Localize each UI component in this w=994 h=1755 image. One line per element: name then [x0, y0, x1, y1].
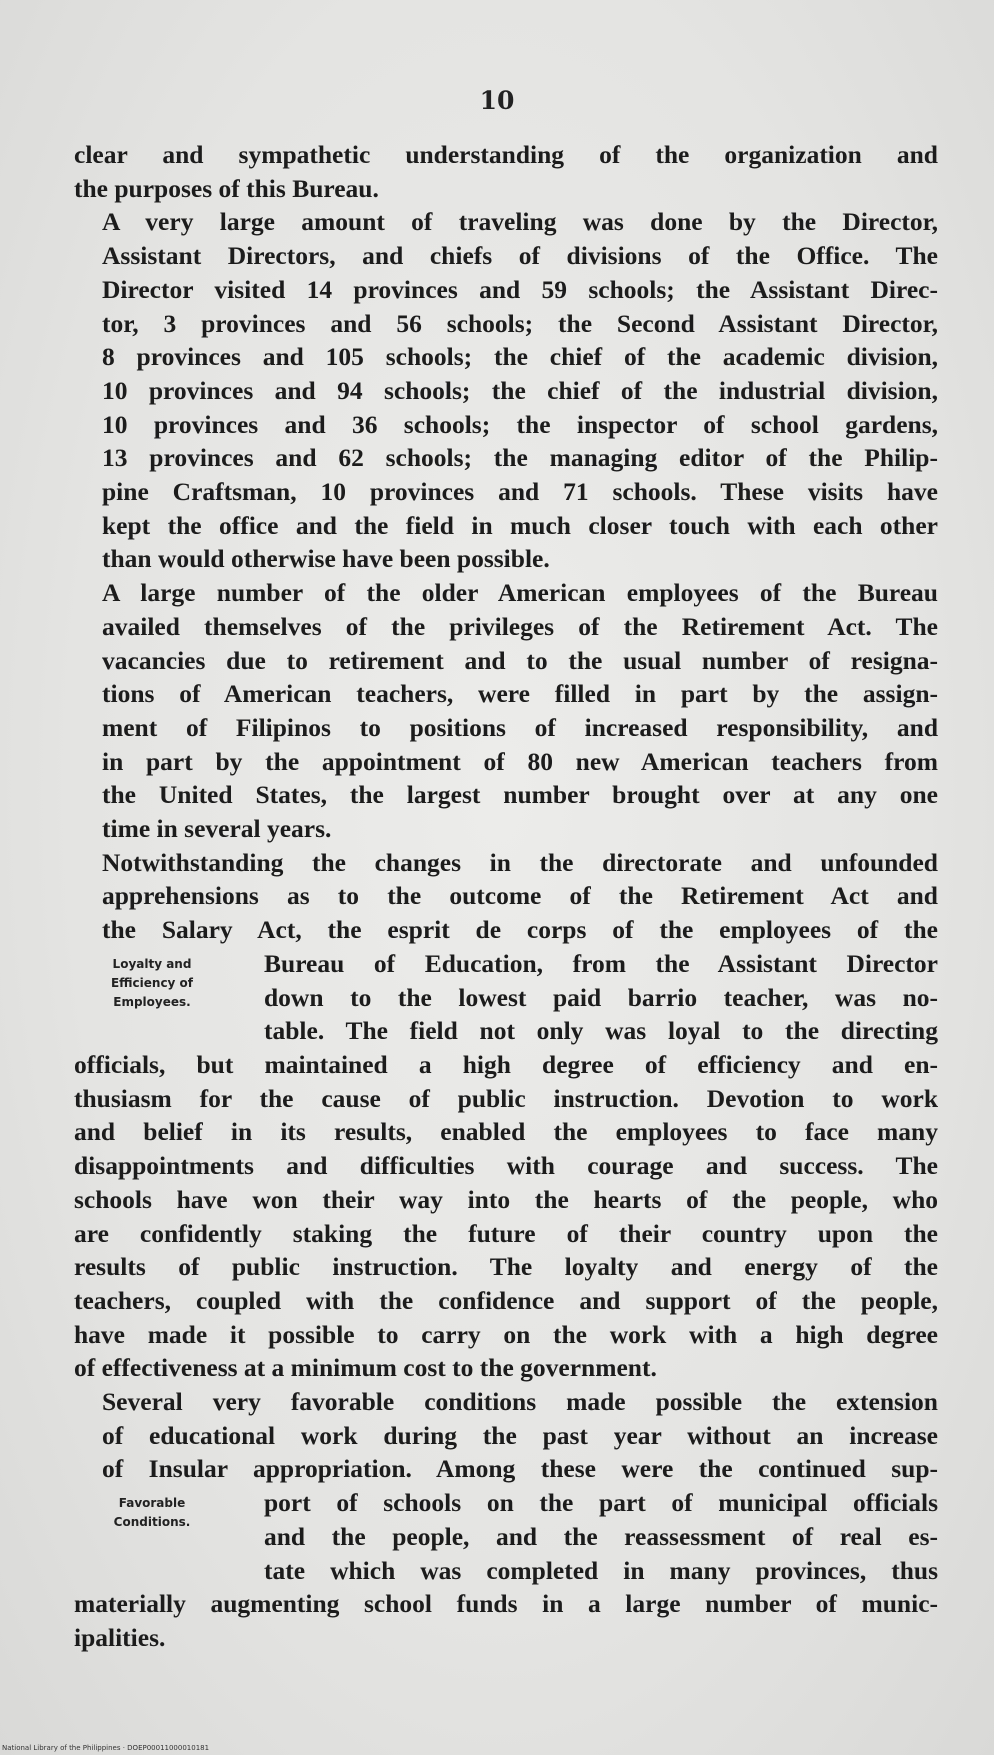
text-line: ment of Filipinos to positions of increased responsibility, and	[102, 712, 938, 742]
text-line: materially augmenting school funds in a large number of munic-	[74, 1589, 938, 1619]
margin-note-favorable	[74, 1486, 264, 1532]
text-line: are confidently staking the future of their country upon the	[74, 1218, 938, 1248]
text-line: kept the office and the field in much closer touch with each other	[102, 510, 938, 540]
text-line: schools have won their way into the hearts of the people, who	[74, 1184, 938, 1214]
paragraph-5-noted-text	[264, 1486, 938, 1587]
text-line: tate which was completed in many provinces, thus	[264, 1555, 938, 1585]
paragraph-5-intro	[74, 1385, 938, 1486]
text-line: Notwithstanding the changes in the directorate and unfounded	[102, 847, 938, 877]
text-line: the Salary Act, the esprit de corps of the employees of the	[102, 915, 938, 945]
text-line: clear and sympathetic understanding of the organization and	[74, 140, 938, 169]
paragraph-5-rest	[74, 1587, 938, 1654]
paragraph-4-noted	[74, 947, 938, 1048]
text-line: A very large amount of traveling was done by the Director,	[102, 207, 938, 237]
text-line: officials, but maintained a high degree of efficiency and en-	[74, 1049, 938, 1079]
text-line: pine Craftsman, 10 provinces and 71 schools. These visits have	[102, 477, 938, 507]
margin-note-line: Efficiency of	[110, 975, 194, 990]
text-line: Director visited 14 provinces and 59 schools; the Assistant Direc-	[102, 274, 938, 304]
margin-note-line: Favorable	[118, 1496, 186, 1511]
text-line: 10 provinces and 36 schools; the inspector of school gardens,	[102, 409, 938, 439]
text-line: time in several years.	[102, 814, 332, 844]
paragraph-4-noted-text	[264, 947, 938, 1048]
text-line: of Insular appropriation. Among these were the continued sup-	[102, 1454, 938, 1484]
text-line: 10 provinces and 94 schools; the chief of the industrial division,	[102, 375, 938, 405]
text-line: and the people, and the reassessment of real es-	[264, 1521, 938, 1551]
text-line: than would otherwise have been possible.	[102, 544, 550, 574]
text-line: A large number of the older American employees of the Bureau	[102, 578, 938, 608]
margin-note-line: Conditions.	[113, 1515, 191, 1530]
text-line: availed themselves of the privileges of the Retirement Act. The	[102, 611, 938, 641]
text-line: ipalities.	[74, 1622, 166, 1652]
text-line: table. The field not only was loyal to the directing	[264, 1016, 938, 1046]
paragraph-3	[74, 576, 938, 846]
margin-note-line: Employees.	[113, 994, 191, 1009]
scan-footer-caption: National Library of the Philippines · DOEP00011000010181	[2, 1744, 210, 1752]
text-line: of educational work during the past year without an increase	[102, 1420, 938, 1450]
text-line: of effectiveness at a minimum cost to the government.	[74, 1353, 657, 1383]
text-line: Several very favorable conditions made possible the extension	[102, 1387, 938, 1417]
text-line: apprehensions as to the outcome of the Retirement Act and	[102, 881, 938, 911]
text-line: 8 provinces and 105 schools; the chief of the academic division,	[102, 342, 938, 372]
text-line: down to the lowest paid barrio teacher, was no-	[264, 982, 938, 1012]
text-line: results of public instruction. The loyalty and energy of the	[74, 1252, 938, 1282]
margin-note-loyalty	[74, 947, 264, 1012]
page-number: 10	[479, 86, 515, 115]
text-line: port of schools on the part of municipal officials	[264, 1488, 938, 1518]
text-line: the United States, the largest number brought over at any one	[102, 780, 938, 810]
paragraph-5-noted	[74, 1486, 938, 1587]
text-line: thusiasm for the cause of public instruction. Devotion to work	[74, 1083, 938, 1113]
text-line: have made it possible to carry on the work with a high degree	[74, 1319, 938, 1349]
text-line: tions of American teachers, were filled in part by the assign-	[102, 679, 938, 709]
text-line: tor, 3 provinces and 56 schools; the Second Assistant Director,	[102, 308, 938, 338]
text-line: and belief in its results, enabled the employees to face many	[74, 1117, 938, 1147]
text-line: in part by the appointment of 80 new American teachers from	[102, 746, 938, 776]
paragraph-4-intro	[74, 846, 938, 947]
text-line: teachers, coupled with the confidence and support of the people,	[74, 1285, 938, 1315]
paragraph-4-rest	[74, 1048, 938, 1385]
text-line: disappointments and difficulties with courage and success. The	[74, 1151, 938, 1181]
text-line: Bureau of Education, from the Assistant Director	[264, 948, 938, 978]
text-line: Assistant Directors, and chiefs of divisions of the Office. The	[102, 241, 938, 271]
margin-note-line: Loyalty and	[112, 956, 192, 971]
text-line: the purposes of this Bureau.	[74, 173, 379, 203]
paragraph-1	[74, 138, 938, 205]
text-line: vacancies due to retirement and to the usual number of resigna-	[102, 645, 938, 675]
body-text	[74, 138, 938, 1655]
paragraph-2	[74, 205, 938, 576]
text-line: 13 provinces and 62 schools; the managing editor of the Philip-	[102, 443, 938, 473]
